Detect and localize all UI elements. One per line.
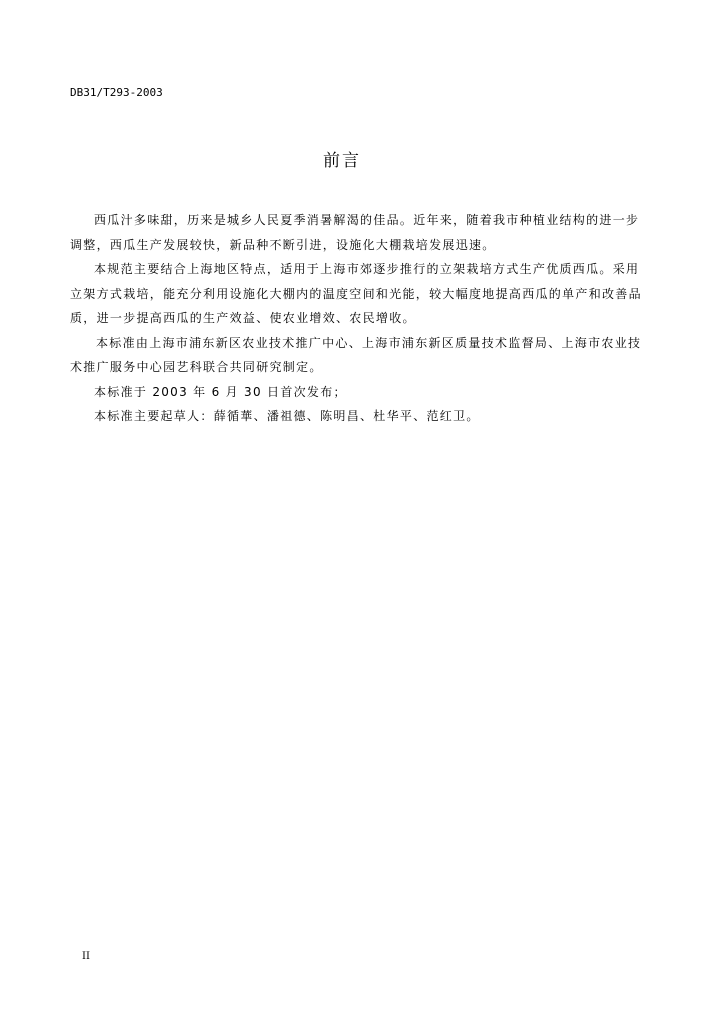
foreword-body [70,208,642,429]
paragraph: 本标准于 2003 年 6 月 30 日首次发布； [94,384,347,399]
page-title: 前言 [323,151,361,171]
paragraph: 西瓜汁多味甜，历来是城乡人民夏季消暑解渴的佳品。近年来，随着我市种植业结构的进一步调整，西瓜生产发展较快，新品种不断引进，设施化大棚栽培发展迅速。 [70,213,640,252]
page-number: II [82,951,90,962]
paragraph: 本标准由上海市浦东新区农业技术推广中心、上海市浦东新区质量技术监督局、上海市农业技术推广服务中心园艺科联合共同研究制定。 [70,335,642,374]
paragraph: 本标准主要起草人：薛循華、潘祖德、陈明昌、杜华平、范红卫。 [94,409,480,423]
document-code: DB31/T293-2003 [70,86,163,99]
paragraph: 本规范主要结合上海地区特点，适用于上海市郊逐步推行的立架栽培方式生产优质西瓜。采用立架方式栽培，能充分利用设施化大棚内的温度空间和光能，较大幅度地提高西瓜的单产和改善品质，进一步提高西瓜的生产效益、使农业增效、农民增收。 [70,262,642,325]
